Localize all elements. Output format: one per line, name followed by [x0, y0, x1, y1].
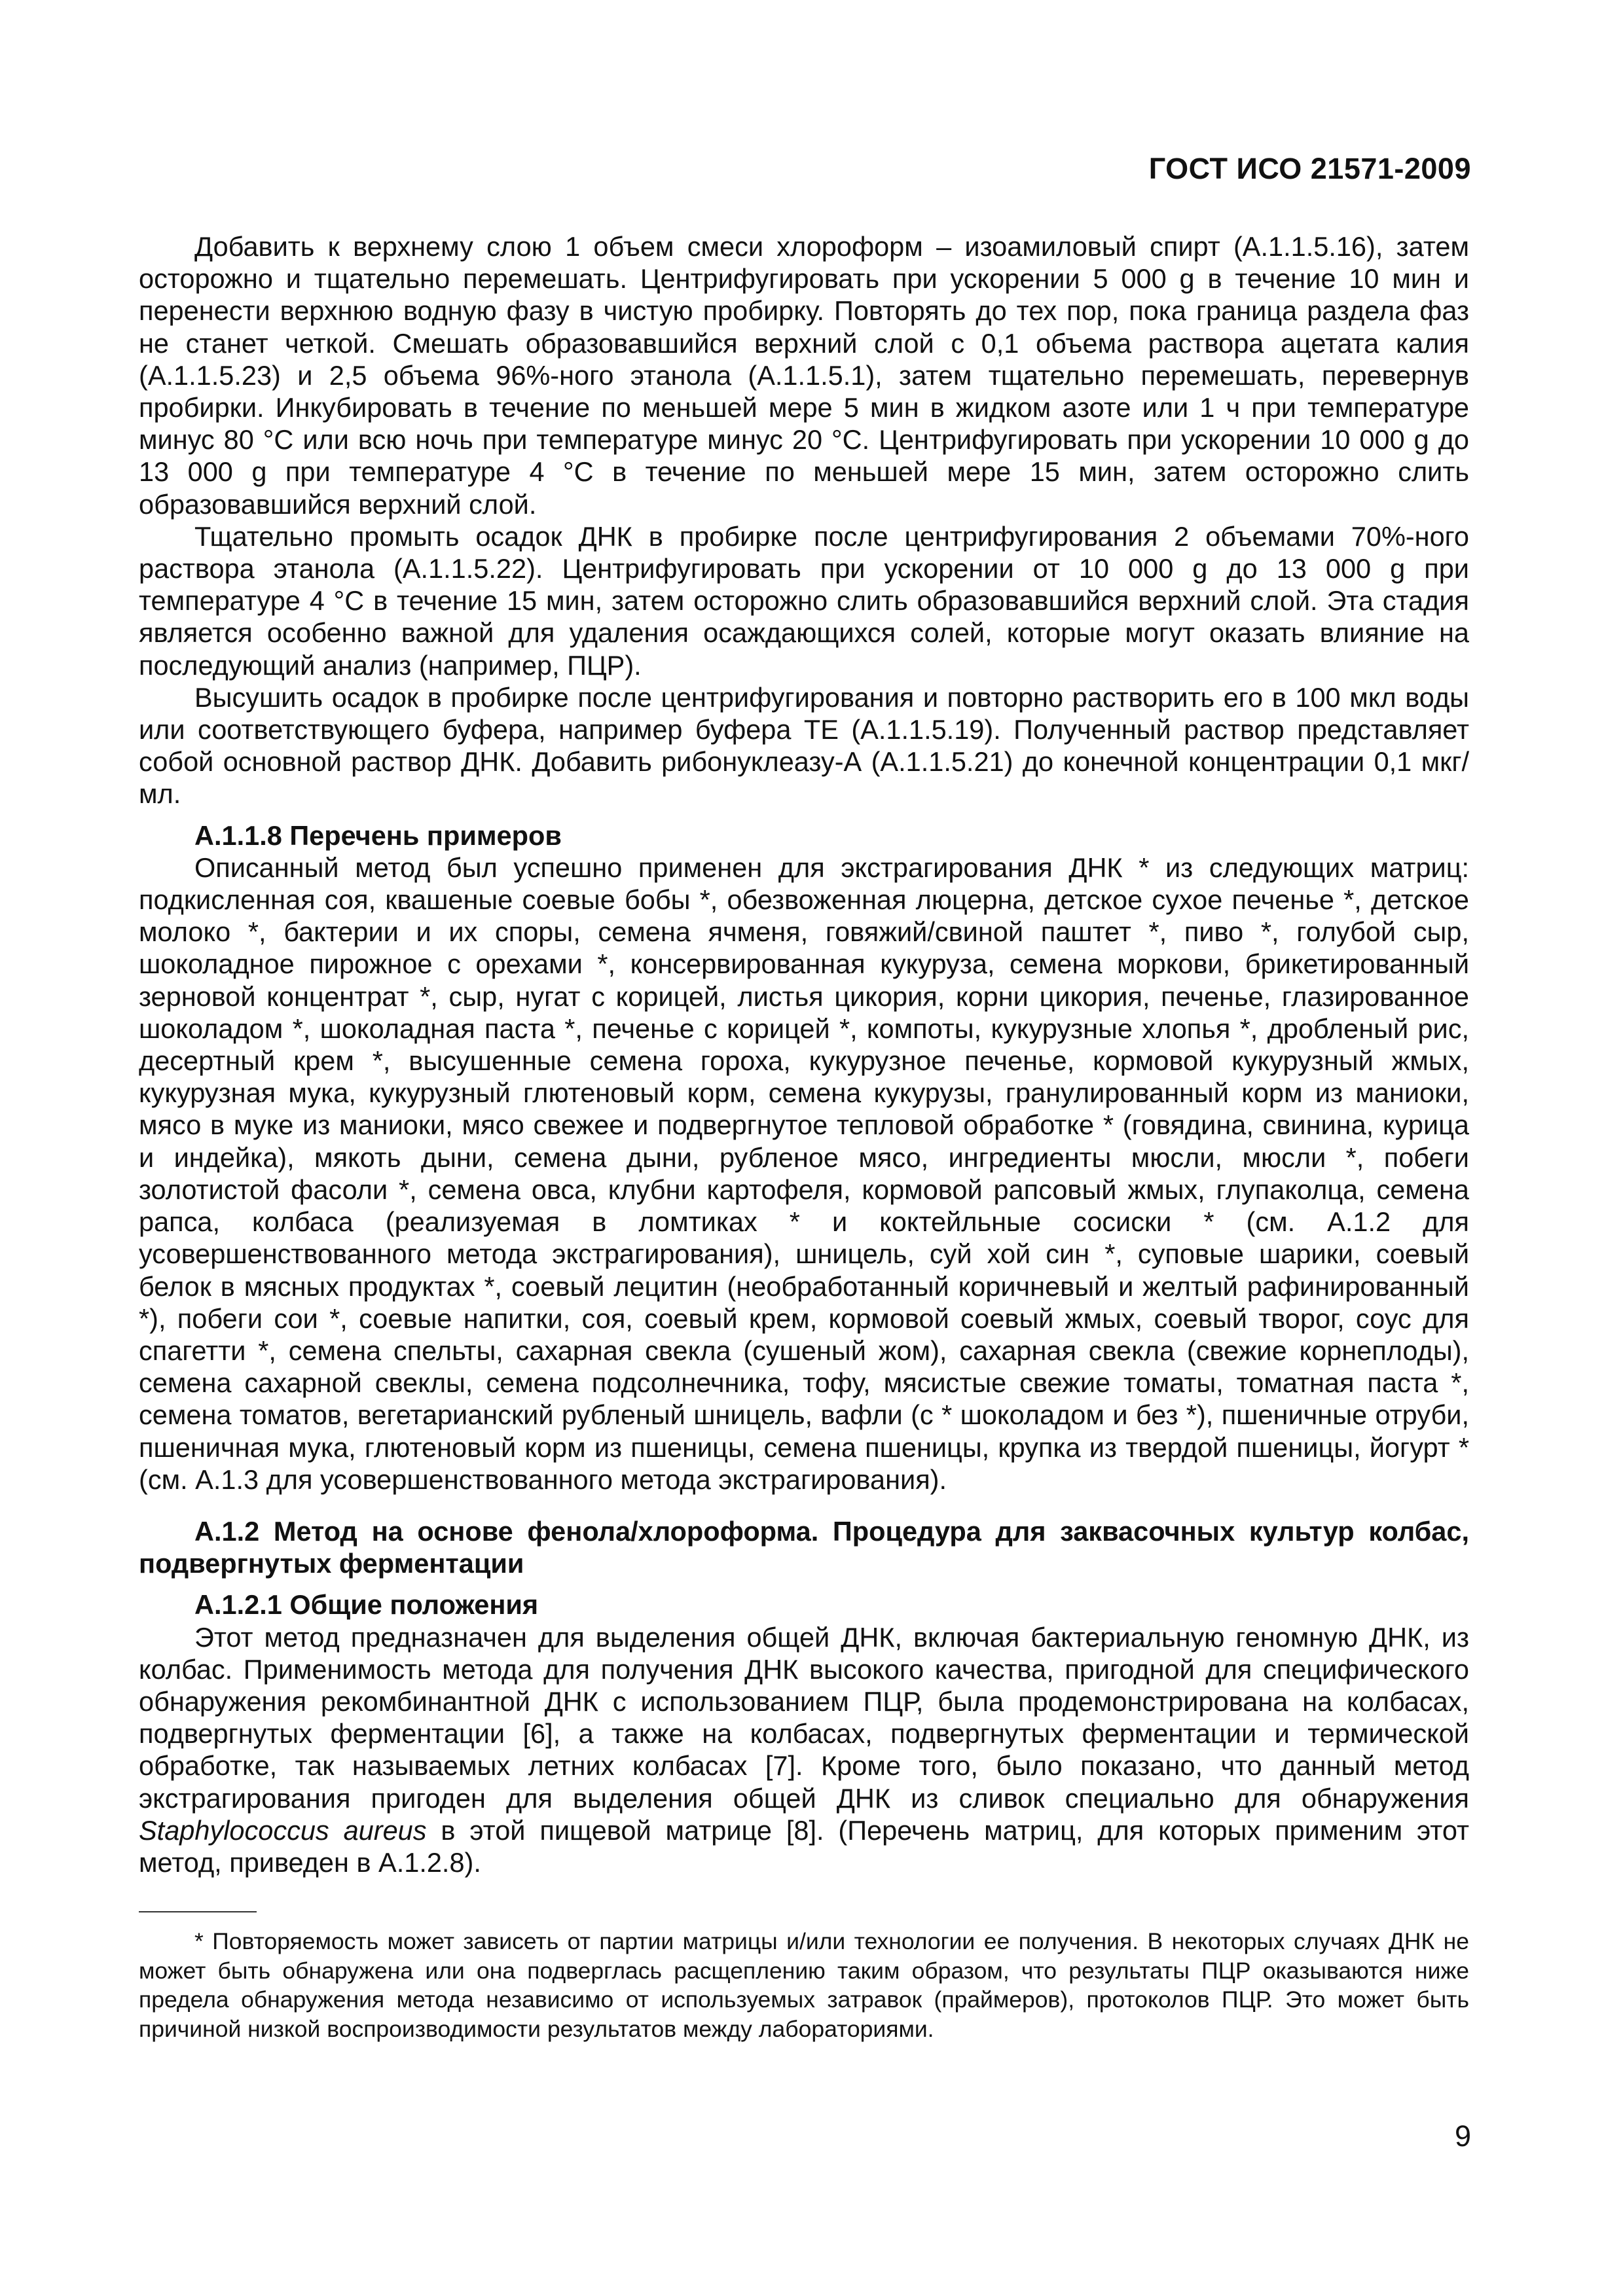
species-name: Staphylococcus aureus: [139, 1814, 427, 1846]
paragraph-dry-dissolve: Высушить осадок в пробирке после центрифугирования и повторно растворить его в 100 мкл воды или соответствующего буфера, например буфера ТЕ (А.1.1.5.19). Полученный раствор представляет собой основной раствор ДНК. Добавить рибонуклеазу-А (А.1.1.5.21) до конечной концентрации 0,1 мкг/мл.: [139, 681, 1469, 810]
paragraph-matrices-list: Описанный метод был успешно применен для экстрагирования ДНК * из следующих матриц: подкисленная соя, квашеные соевые бобы *, обезвоженная люцерна, детское сухое печенье *, детское молоко *, бактерии и их споры, семена ячменя, говяжий/свиной паштет *, пиво *, голубой сыр, шоколадное пирожное с орехами *, консервированная кукуруза, семена моркови, брикетированный зерновой концентрат *, сыр, нугат с корицей, листья цикория, корни цикория, печенье, глазированное шоколадом *, шоколадная паста *, печенье с корицей *, компоты, кукурузные хлопья *, дробленый рис, десертный крем *, высушенные семена гороха, кукурузное печенье, кормовой кукурузный жмых, кукурузная мука, кукурузный глютеновый корм, семена кукурузы, гранулированный корм из маниоки, мясо в муке из маниоки, мясо свежее и подвергнутое тепловой обработке * (говядина, свинина, курица и индейка), мякоть дыни, семена дыни, рубленое мясо, ингредиенты мюсли, мюсли *, побеги золотистой фасоли *, семена овса, клубни картофеля, кормовой рапсовый жмых, глупаколца, семена рапса, колбаса (реализуемая в ломтиках * и коктейльные сосиски * (см. А.1.2 для усовершенствованного метода экстрагирования), шницель, суй хой син *, суповые шарики, соевый белок в мясных продуктах *, соевый лецитин (необработанный коричневый и желтый рафинированный *), побеги сои *, соевые напитки, соя, соевый крем, кормовой соевый жмых, соевый творог, соус для спагетти *, семена спельты, сахарная свекла (сушеный жом), сахарная свекла (свежие корнеплоды), семена сахарной свеклы, семена подсолнечника, тофу, мясистые свежие томаты, томатная паста *, семена томатов, вегетарианский рубленый шницель, вафли (с * шоколадом и без *), пшеничные отруби, пшеничная мука, глютеновый корм из пшеницы, семена пшеницы, крупка из твердой пшеницы, йогурт * (см. А.1.3 для усовершенствованного метода экстрагирования).: [139, 852, 1469, 1495]
document-header: ГОСТ ИСО 21571-2009: [1148, 152, 1471, 185]
paragraph-wash-dna: Тщательно промыть осадок ДНК в пробирке после центрифугирования 2 объемами 70%-ного раствора этанола (А.1.1.5.22). Центрифугировать при ускорении от 10 000 g до 13 000 g при температуре 4 °С в течение 15 мин, затем осторожно слить образовавшийся верхний слой. Эта стадия является особенно важной для удаления осаждающихся солей, которые могут оказать влияние на последующий анализ (например, ПЦР).: [139, 520, 1469, 681]
paragraph-method-purpose: [139, 1621, 1469, 1879]
footnote-text: * Повторяемость может зависеть от партии матрицы и/или технологии ее получения. В некоторых случаях ДНК не может быть обнаружена или она подверглась расщеплению таким образом, что результаты ПЦР оказываются ниже предела обнаружения метода независимо от используемых затравок (праймеров), протоколов ПЦР. Это может быть причиной низкой воспроизводимости результатов между лабораториями.: [139, 1928, 1469, 2042]
paragraph-centrifuge-steps: Добавить к верхнему слою 1 объем смеси хлороформ – изоамиловый спирт (А.1.1.5.16), затем осторожно и тщательно перемешать. Центрифугировать при ускорении 5 000 g в течение 10 мин и перенести верхнюю водную фазу в чистую пробирку. Повторять до тех пор, пока граница раздела фаз не станет четкой. Смешать образовавшийся верхний слой с 0,1 объема раствора ацетата калия (А.1.1.5.23) и 2,5 объема 96%-ного этанола (А.1.1.5.1), затем тщательно перемешать, перевернув пробирки. Инкубировать в течение по меньшей мере 5 мин в жидком азоте или 1 ч при температуре минус 80 °С или всю ночь при температуре минус 20 °С. Центрифугировать при ускорении 10 000 g до 13 000 g при температуре 4 °С в течение по меньшей мере 15 мин, затем осторожно слить образовавшийся верхний слой.: [139, 231, 1469, 520]
heading-general-provisions: А.1.2.1 Общие положения: [194, 1589, 539, 1621]
heading-examples-list: А.1.1.8 Перечень примеров: [194, 819, 562, 851]
paragraph-method-purpose-part2: в этой пищевой матрице [8]. (Перечень матриц, для которых применим этот метод, приведен в А.1.2.8).: [139, 1814, 1469, 1878]
paragraph-method-purpose-part1: Этот метод предназначен для выделения общей ДНК, включая бактериальную геномную ДНК, из колбас. Применимость метода для получения ДНК высокого качества, пригодной для специфического обнаружения рекомбинантной ДНК с использованием ПЦР, была продемонстрирована на колбасах, подвергнутых ферментации [6], а также на колбасах, подвергнутых ферментации и термической обработке, так называемых летних колбасах [7]. Кроме того, было показано, что данный метод экстрагирования пригоден для выделения общей ДНК из сливок специально для обнаружения: [139, 1621, 1469, 1814]
footnote-divider: [139, 1911, 257, 1912]
heading-phenol-chloroform-method: А.1.2 Метод на основе фенола/хлороформа. Процедура для заквасочных культур колбас, подвергнутых ферментации: [139, 1515, 1469, 1579]
document-body: [139, 230, 1469, 1878]
page-number: 9: [1454, 2119, 1471, 2153]
footnote: [139, 1927, 1469, 2043]
